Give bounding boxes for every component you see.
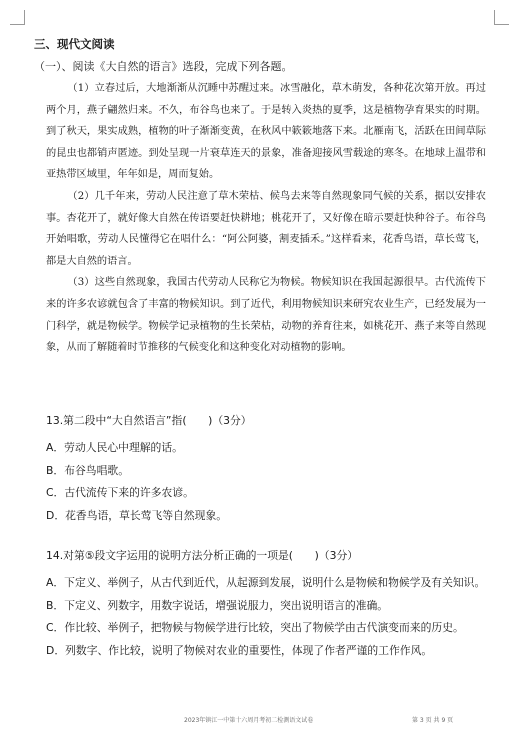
passage-paragraph-3: （3）这些自然现象，我国古代劳动人民称它为物候。物候知识在我国起源很早。古代流传下来的许多农谚就包含了丰富的物候知识。到了近代，利用物候知识来研究农业生产，已经发展为一门科学，就是物候学。物候学记录植物的生长荣枯，动物的养育往来，如桃花开、燕子来等自然现象，从而了解随着时节推移的气候变化和这种变化对动植物的影响。	[46, 277, 486, 354]
section-title: 三、现代文阅读	[34, 37, 115, 51]
reading-intro: （一）、阅读《大自然的语言》选段，完成下列各题。	[34, 60, 293, 73]
question-13	[46, 413, 492, 527]
reading-passage	[46, 78, 486, 359]
question-14-stem: 14.对第⑤段文字运用的说明方法分析正确的一项是( )（3分）	[46, 549, 359, 562]
question-13-option-b[interactable]: B．布谷鸟唱歌。	[46, 463, 129, 477]
question-14-option-d[interactable]: D．列数字、作比较，说明了物候对农业的重要性，体现了作者严谨的工作作风。	[46, 643, 433, 657]
question-13-option-a[interactable]: A．劳动人民心中理解的话。	[46, 441, 183, 454]
question-14-option-a[interactable]: A．下定义、举例子，从古代到近代，从起源到发展，说明什么是物候和物候学及有关知识。	[46, 576, 486, 589]
passage-paragraph-1: （1）立春过后，大地渐渐从沉睡中苏醒过来。冰雪融化，草木萌发，各种花次第开放。再过两个月，燕子翩然归来。不久，布谷鸟也来了。于是转入炎热的夏季，这是植物孕育果实的时期。到了秋天，果实成熟，植物的叶子渐渐变黄，在秋风中簌簌地落下来。北雁南飞，活跃在田间草际的昆虫也都销声匿迹。到处呈现一片衰草连天的景象，准备迎接风雪载途的寒冬。在地球上温带和亚热带区域里，年年如是，周而复始。	[46, 83, 486, 181]
question-13-stem: 13.第二段中“大自然语言”指( )（3分）	[46, 414, 252, 427]
footer-page-number: 第 3 页 共 9 页	[412, 717, 454, 724]
footer-exam-title: 2023年镇江一中第十六周月考初二检测语文试卷	[184, 717, 314, 724]
question-14-option-b[interactable]: B．下定义、列数字，用数字说话，增强说服力，突出说明语言的准确。	[46, 598, 389, 612]
passage-paragraph-2: （2）几千年来，劳动人民注意了草木荣枯、候鸟去来等自然现象同气候的关系，据以安排农事。杏花开了，就好像大自然在传语要赶快耕地；桃花开了，又好像在暗示要赶快种谷子。布谷鸟开始唱歌，劳动人民懂得它在唱什么：“阿公阿婆，割麦插禾。”这样看来，花香鸟语，草长莺飞，都是大自然的语言。	[46, 190, 486, 267]
question-13-option-d[interactable]: D．花香鸟语，草长莺飞等自然现象。	[46, 508, 228, 522]
crop-mark-top-left	[10, 10, 25, 25]
question-14-option-c[interactable]: C．作比较、举例子，把物候与物候学进行比较，突出了物候学由古代演变而来的历史。	[46, 621, 464, 634]
crop-mark-top-right	[494, 10, 509, 25]
question-13-option-c[interactable]: C．古代流传下来的许多农谚。	[46, 486, 194, 499]
question-14	[46, 548, 492, 662]
